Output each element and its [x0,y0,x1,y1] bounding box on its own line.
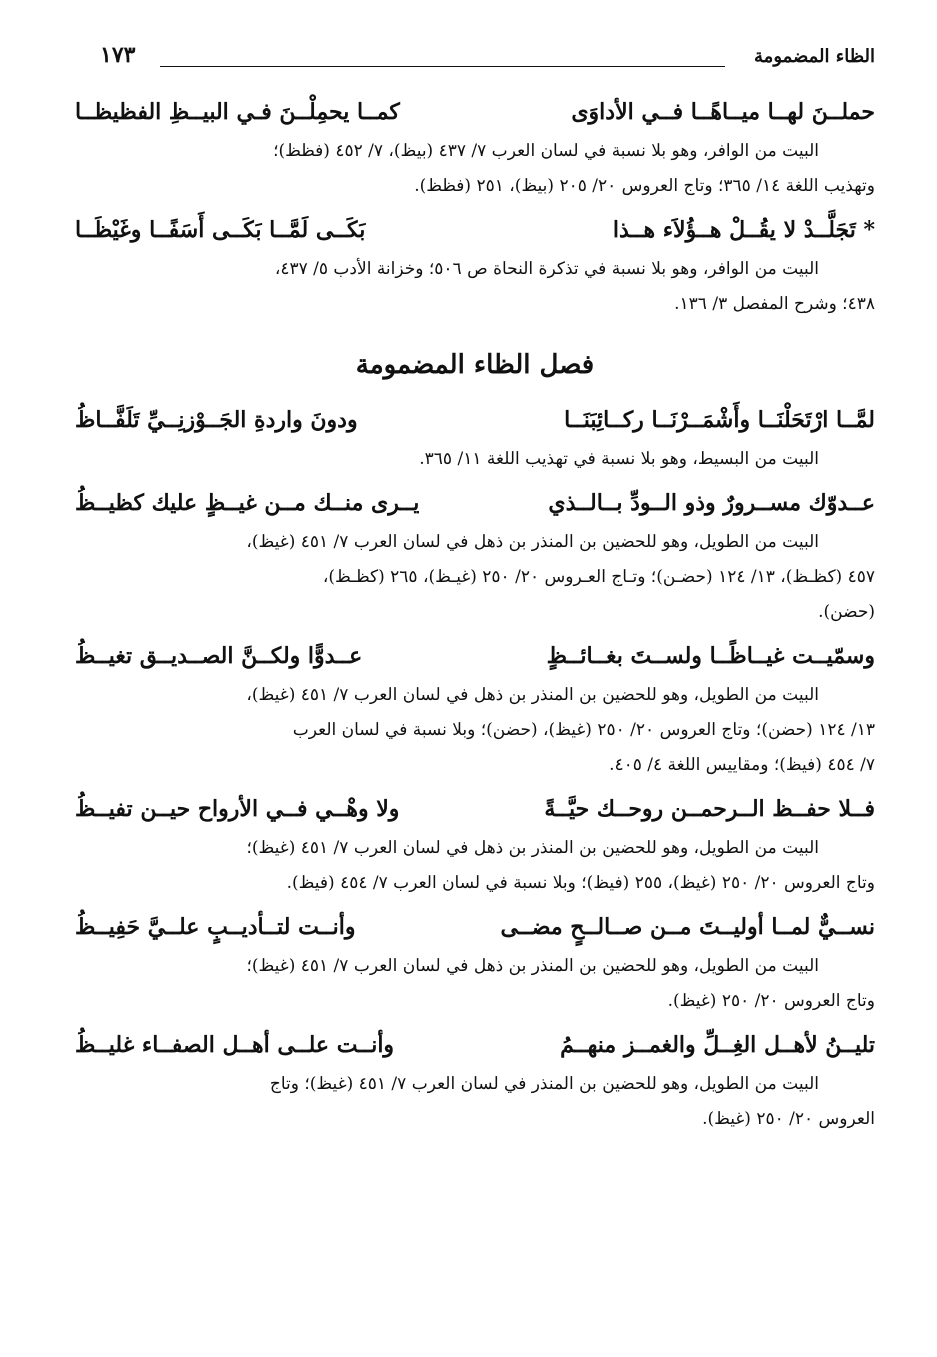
verse-first-hemistich: لمَّــا ارْتَحَلْنَــا وأَشْمَــرْنَــا ركــائِبَنَــا [564,407,875,433]
verse-entry [75,1025,875,1137]
source-note-line: وتاج العروس ٢٠/ ٢٥٠ (غيظ). [667,991,875,1011]
section-title: فصل الظاء المضمومة [355,350,595,380]
verse-entry [75,636,875,783]
verse-first-hemistich: حملــنَ لهــا ميــاهًــا فــي الأداوَى [571,99,875,125]
source-note [75,831,875,901]
verse-second-hemistich: كمــا يحمِلْــنَ فـي البيــظِ الفظيظــا [75,99,400,125]
page-header [100,42,875,76]
running-title: الظاء المضمومة [754,46,875,67]
source-note [75,1067,875,1137]
verse-entry [75,92,875,204]
verse-line [75,483,875,523]
source-note [75,949,875,1019]
source-note-line: البيت من الوافر، وهو بلا نسبة في لسان العرب ٧/ ٤٣٧ (بيظ)، ٧/ ٤٥٢ (فظظ)؛ [273,141,819,161]
source-note-line: البيت من الطويل، وهو للحضين بن المنذر بن ذهل في لسان العرب ٧/ ٤٥١ (غيظ)، [246,532,819,552]
verse-entry [75,483,875,630]
source-note-line: وتاج العروس ٢٠/ ٢٥٠ (غيظ)، ٢٥٥ (فيظ)؛ وبلا نسبة في لسان العرب ٧/ ٤٥٤ (فيظ). [286,873,875,893]
top-entries [75,92,875,322]
source-note-line: البيت من البسيط، وهو بلا نسبة في تهذيب اللغة ١١/ ٣٦٥. [419,449,819,469]
page-number: ١٧٣ [100,42,136,68]
verse-line [75,907,875,947]
source-note [75,134,875,204]
source-note-line: العروس ٢٠/ ٢٥٠ (غيظ). [702,1109,875,1129]
verse-line [75,1025,875,1065]
verse-entry [75,907,875,1019]
verse-entry [75,789,875,901]
verse-first-hemistich: وسمّيــت غيــاظًــا ولســتَ بغــائــظٍ [546,643,875,669]
verse-line [75,636,875,676]
header-rule [160,66,725,67]
verse-first-hemistich: * تَجَلَّــدْ لا يقُــلْ هــؤُلاَء هــذا [612,217,875,243]
source-note [75,442,875,477]
section-entries [75,400,875,1137]
verse-line [75,789,875,829]
source-note-line: البيت من الطويل، وهو للحضين بن المنذر بن ذهل في لسان العرب ٧/ ٤٥١ (غيظ)؛ [246,838,819,858]
page-body [75,92,875,1143]
verse-first-hemistich: نســيٌّ لمــا أوليــتَ مــن صــالــحٍ مضــى [500,914,875,940]
source-note [75,252,875,322]
verse-first-hemistich: فــلا حفــظ الــرحمــن روحــك حيَّــةً [544,796,875,822]
verse-second-hemistich: يــرى منــك مــن غيــظٍ عليك كظيــظُ [75,490,420,516]
verse-second-hemistich: وأنــت علــى أهــل الصفــاء غليــظُ [75,1032,395,1058]
source-note-line: ٤٥٧ (كظـظ)، ١٣/ ١٢٤ (حضـن)؛ وتـاج العـروس ٢٠/ ٢٥٠ (غيـظ)، ٢٦٥ (كظـظ)، [322,567,875,587]
verse-entry [75,400,875,477]
source-note-line: ٤٣٨؛ وشرح المفصل ٣/ ١٣٦. [674,294,875,314]
source-note-line: البيت من الطويل، وهو للحضين بن المنذر بن ذهل في لسان العرب ٧/ ٤٥١ (غيظ)، [246,685,819,705]
source-note-line: البيت من الطويل، وهو للحضين بن المنذر في لسان العرب ٧/ ٤٥١ (غيظ)؛ وتاج [269,1074,819,1094]
verse-second-hemistich: بَكَــى لَمَّــا بَكَــى أَسَفًــا وغَيْظَــا [75,217,366,243]
source-note [75,525,875,630]
source-note-line: ١٣/ ١٢٤ (حضن)؛ وتاج العروس ٢٠/ ٢٥٠ (غيظ)، (حضن)؛ وبلا نسبة في لسان العرب [292,720,875,740]
source-note-line: وتهذيب اللغة ١٤/ ٣٦٥؛ وتاج العروس ٢٠/ ٢٠٥ (بيظ)، ٢٥١ (فظظ). [414,176,875,196]
verse-second-hemistich: عــدوًّا ولكــنَّ الصــديــق تغيــظُ [75,643,363,669]
source-note-line: البيت من الوافر، وهو بلا نسبة في تذكرة النحاة ص ٥٠٦؛ وخزانة الأدب ٥/ ٤٣٧، [274,259,819,279]
verse-second-hemistich: ولا وهْــي فــي الأرواح حيــن تفيــظُ [75,796,400,822]
verse-line [75,400,875,440]
source-note-line: ٧/ ٤٥٤ (فيظ)؛ ومقاييس اللغة ٤/ ٤٠٥. [609,755,875,775]
verse-first-hemistich: عــدوّك مســرورٌ وذو الــودِّ بــالــذي [548,490,875,516]
verse-second-hemistich: ودونَ واردةِ الجَــوْزنِــيِّ تَلَفَّــاظُ [75,407,358,433]
verse-line [75,210,875,250]
verse-line [75,92,875,132]
verse-second-hemistich: وأنــت لتــأديــبٍ علــيَّ حَفِيــظُ [75,914,356,940]
verse-first-hemistich: تليــنُ لأهــل الغِــلِّ والغمــز منهــمُ [560,1032,875,1058]
verse-entry [75,210,875,322]
source-note [75,678,875,783]
source-note-line: البيت من الطويل، وهو للحضين بن المنذر بن ذهل في لسان العرب ٧/ ٤٥١ (غيظ)؛ [246,956,819,976]
source-note-line: (حضن). [818,602,875,622]
